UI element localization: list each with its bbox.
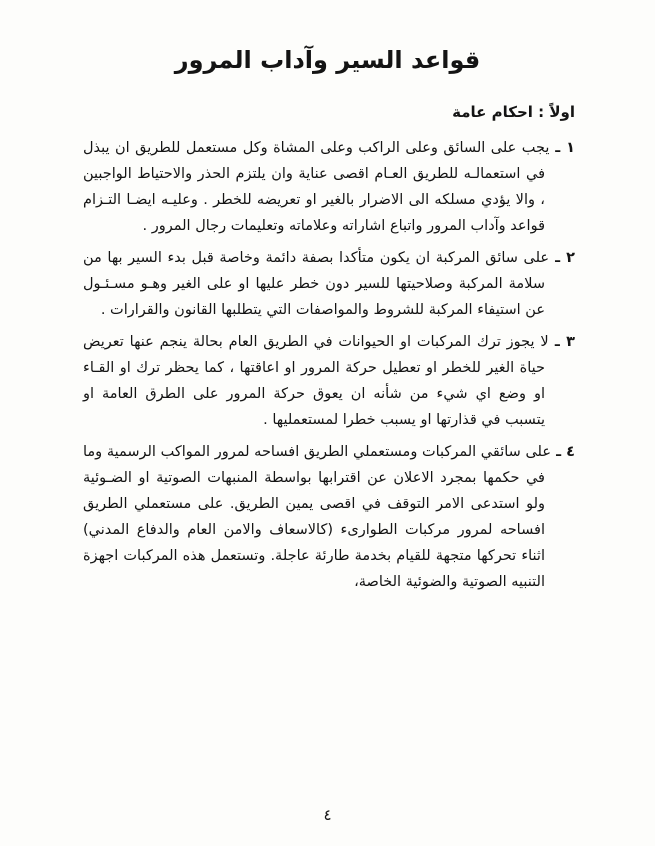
page-title: قواعد السير وآداب المرور [174, 46, 481, 75]
item-number: ١ ـ [555, 140, 575, 156]
list-item [83, 245, 575, 323]
list-item [83, 329, 575, 433]
item-text: على سائقي المركبات ومستعملي الطريق افساحه لمرور المواكب الرسمية وما في حكمها بمجرد الاعلان عن اقترابها بواسطة المنبهات الصوتية او الضـوئية ولو استدعى الامر التوقف في اقصى يمين الطريق. على مستعملي الطريق افساحه لمرور مركبات الطوارىء (كالاسعاف والامن العام والدفاع المدني) اثناء تحركها متجهة للقيام بخدمة طارئة عاجلة. وتستعمل هذه المركبات اجهزة التنبيه الصوتية والضوئية الخاصة، [83, 444, 551, 590]
item-text: يجب على السائق وعلى الراكب وعلى المشاة وكل مستعمل للطريق ان يبذل في استعمالـه للطريق العـام اقصى عناية وان يلتزم الحذر والاحتياط الواجبين ، والا يؤدي مسلكه الى الاضرار بالغير او تعريضه للخطر . وعليـه ايضـا التـزام قواعد وآداب المرور واتباع اشاراته وعلاماته وتعليمات رجال المرور . [83, 140, 550, 234]
section-heading: اولاً : احكام عامة [452, 103, 575, 121]
item-number: ٢ ـ [555, 250, 575, 266]
document-body [83, 103, 575, 601]
page-number: ٤ [323, 806, 332, 824]
item-number: ٣ ـ [554, 334, 575, 350]
item-number: ٤ ـ [556, 444, 575, 460]
list-item [83, 439, 575, 595]
item-text: على سائق المركبة ان يكون متأكدا بصفة دائمة وخاصة قبل بدء السير بها من سلامة المركبة وصلاحيتها للسير دون خطر عليها او على الغير وهـو مسـئـول عن استيفاء المركبة للشروط والمواصفات التي يتطلبها القانون والقرارات . [83, 250, 550, 318]
list-item [83, 135, 575, 239]
item-text: لا يجوز ترك المركبات او الحيوانات في الطريق العام بحالة ينجم عنها تعريض حياة الغير للخطر او تعطيل حركة المرور او اعاقتها ، كما يحظر ترك او القـاء او وضع اي شيء من شأنه ان يعوق حركة المرور على الطرق العامة او يتسبب في قذارتها او يسبب خطرا لمستعمليها . [83, 334, 549, 428]
